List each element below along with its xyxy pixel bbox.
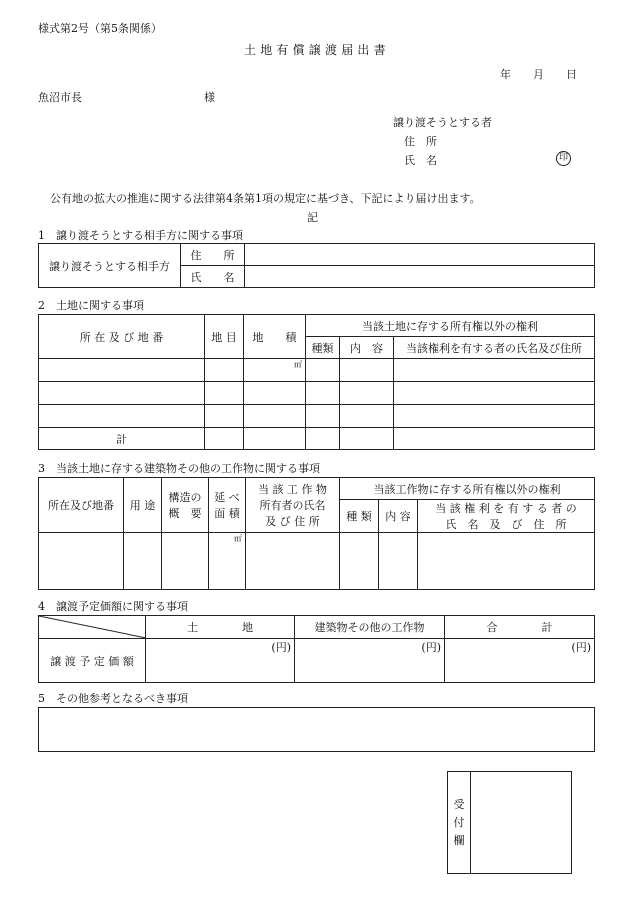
s3-owner-cell[interactable]	[246, 533, 340, 590]
form-number: 様式第2号（第5条関係）	[38, 22, 162, 35]
s3-header-holder-line1: 当 該 権 利 を 有 す る 者 の	[435, 502, 577, 515]
s2-content-cell[interactable]	[340, 359, 394, 382]
s2-header-content: 内 容	[340, 337, 394, 359]
s2-header-location: 所 在 及 び 地 番	[39, 315, 205, 359]
s3-header-type: 種 類	[340, 500, 379, 533]
table-row	[39, 359, 595, 382]
s3-use-cell[interactable]	[124, 533, 162, 590]
s2-total-content-cell[interactable]	[340, 428, 394, 450]
s3-header-structure	[162, 478, 209, 533]
s2-total-holder-cell[interactable]	[394, 428, 595, 450]
receipt-label-char: 欄	[453, 833, 465, 847]
s4-header-building: 建築物その他の工作物	[295, 616, 445, 639]
applicant-address-label: 住 所	[404, 135, 437, 148]
section4-title: 4 譲渡予定価額に関する事項	[38, 600, 188, 613]
s2-type-cell[interactable]	[306, 382, 340, 405]
s4-header-land: 土 地	[146, 616, 295, 639]
table-row	[39, 405, 595, 428]
s4-land-price-cell[interactable]: (円)	[146, 639, 295, 683]
counterparty-address-field[interactable]	[245, 244, 595, 266]
body-text: 公有地の拡大の推進に関する法律第4条第1項の規定に基づき、下記により届け出ます。	[50, 192, 481, 205]
s2-header-land-category: 地 目	[205, 315, 244, 359]
s3-header-owner-line3: 及 び 住 所	[265, 515, 320, 528]
s3-header-use: 用 途	[124, 478, 162, 533]
s3-header-owner-line2: 所有者の氏名	[259, 499, 326, 512]
s4-row-label: 譲 渡 予 定 価 額	[39, 639, 146, 683]
s2-category-cell[interactable]	[205, 359, 244, 382]
s3-floor-area-cell[interactable]: ㎡	[209, 533, 246, 590]
s3-holder-cell[interactable]	[418, 533, 595, 590]
section5-title: 5 その他参考となるべき事項	[38, 692, 188, 705]
s2-location-cell[interactable]	[39, 405, 205, 428]
s2-header-holder: 当該権利を有する者の氏名及び住所	[394, 337, 595, 359]
s3-header-holder-line2: 氏 名 及 び 住 所	[445, 518, 567, 531]
section2-table	[38, 314, 595, 450]
date-line[interactable]: 年 月 日	[500, 68, 577, 81]
section5-field[interactable]	[38, 707, 595, 752]
counterparty-address-label: 住 所	[181, 244, 245, 266]
s3-header-owner-line1: 当 該 工 作 物	[258, 483, 327, 496]
section1-table	[38, 243, 595, 288]
s2-location-cell[interactable]	[39, 359, 205, 382]
s4-total-price-cell[interactable]: (円)	[445, 639, 595, 683]
s2-area-cell[interactable]: ㎡	[244, 359, 306, 382]
s3-content-cell[interactable]	[379, 533, 418, 590]
s3-header-floor-line2: 面 積	[214, 507, 240, 520]
s3-header-floor-area	[209, 478, 246, 533]
s3-header-structure-line2: 概 要	[168, 507, 202, 520]
section3-title: 3 当該土地に存する建築物その他の工作物に関する事項	[38, 462, 320, 475]
s2-category-cell[interactable]	[205, 405, 244, 428]
s3-header-holder	[418, 500, 595, 533]
s4-header-total: 合 計	[445, 616, 595, 639]
s2-category-cell[interactable]	[205, 382, 244, 405]
s2-type-cell[interactable]	[306, 405, 340, 428]
s2-holder-cell[interactable]	[394, 359, 595, 382]
addressee-honorific: 様	[204, 91, 215, 104]
s2-total-type-cell[interactable]	[306, 428, 340, 450]
table-row	[39, 533, 595, 590]
s2-holder-cell[interactable]	[394, 382, 595, 405]
s3-type-cell[interactable]	[340, 533, 379, 590]
s3-structure-cell[interactable]	[162, 533, 209, 590]
receipt-label-char: 付	[453, 815, 465, 829]
section1-title: 1 譲り渡そうとする相手方に関する事項	[38, 229, 243, 242]
section2-title: 2 土地に関する事項	[38, 299, 144, 312]
applicant-name-label: 氏 名	[404, 154, 437, 167]
s3-header-structure-line1: 構造の	[168, 491, 202, 504]
s2-content-cell[interactable]	[340, 405, 394, 428]
diagonal-line	[39, 616, 146, 638]
s4-building-price-cell[interactable]: (円)	[295, 639, 445, 683]
addressee-mayor: 魚沼市長	[38, 91, 82, 104]
s3-header-owner	[246, 478, 340, 533]
s4-diagonal-cell	[39, 616, 146, 639]
section4-table	[38, 615, 595, 683]
receipt-box	[447, 771, 572, 874]
s2-header-other-rights: 当該土地に存する所有権以外の権利	[306, 315, 595, 337]
table-row	[39, 382, 595, 405]
s2-total-label: 計	[39, 428, 205, 450]
s2-holder-cell[interactable]	[394, 405, 595, 428]
s3-header-content: 内 容	[379, 500, 418, 533]
s2-content-cell[interactable]	[340, 382, 394, 405]
s2-total-category-cell[interactable]	[205, 428, 244, 450]
s3-header-floor-line1: 延 べ	[214, 491, 240, 504]
s3-header-other-rights: 当該工作物に存する所有権以外の権利	[340, 478, 595, 500]
s2-header-area: 地 積	[244, 315, 306, 359]
seal-mark: 印	[556, 151, 571, 166]
s3-location-cell[interactable]	[39, 533, 124, 590]
counterparty-name-field[interactable]	[245, 266, 595, 288]
s3-header-location: 所在及び地番	[39, 478, 124, 533]
s2-type-cell[interactable]	[306, 359, 340, 382]
applicant-heading: 譲り渡そうとする者	[393, 116, 492, 129]
s2-location-cell[interactable]	[39, 382, 205, 405]
form-title: 土地有償譲渡届出書	[244, 43, 390, 57]
receipt-label-char: 受	[453, 797, 465, 811]
counterparty-label: 譲り渡そうとする相手方	[39, 244, 181, 288]
s2-area-cell[interactable]	[244, 405, 306, 428]
s2-area-cell[interactable]	[244, 382, 306, 405]
s2-header-type: 種類	[306, 337, 340, 359]
counterparty-name-label: 氏 名	[181, 266, 245, 288]
s2-total-area-cell[interactable]	[244, 428, 306, 450]
table-row	[39, 428, 595, 450]
section3-table	[38, 477, 595, 590]
receipt-label	[448, 772, 471, 873]
ki-label: 記	[307, 211, 318, 224]
